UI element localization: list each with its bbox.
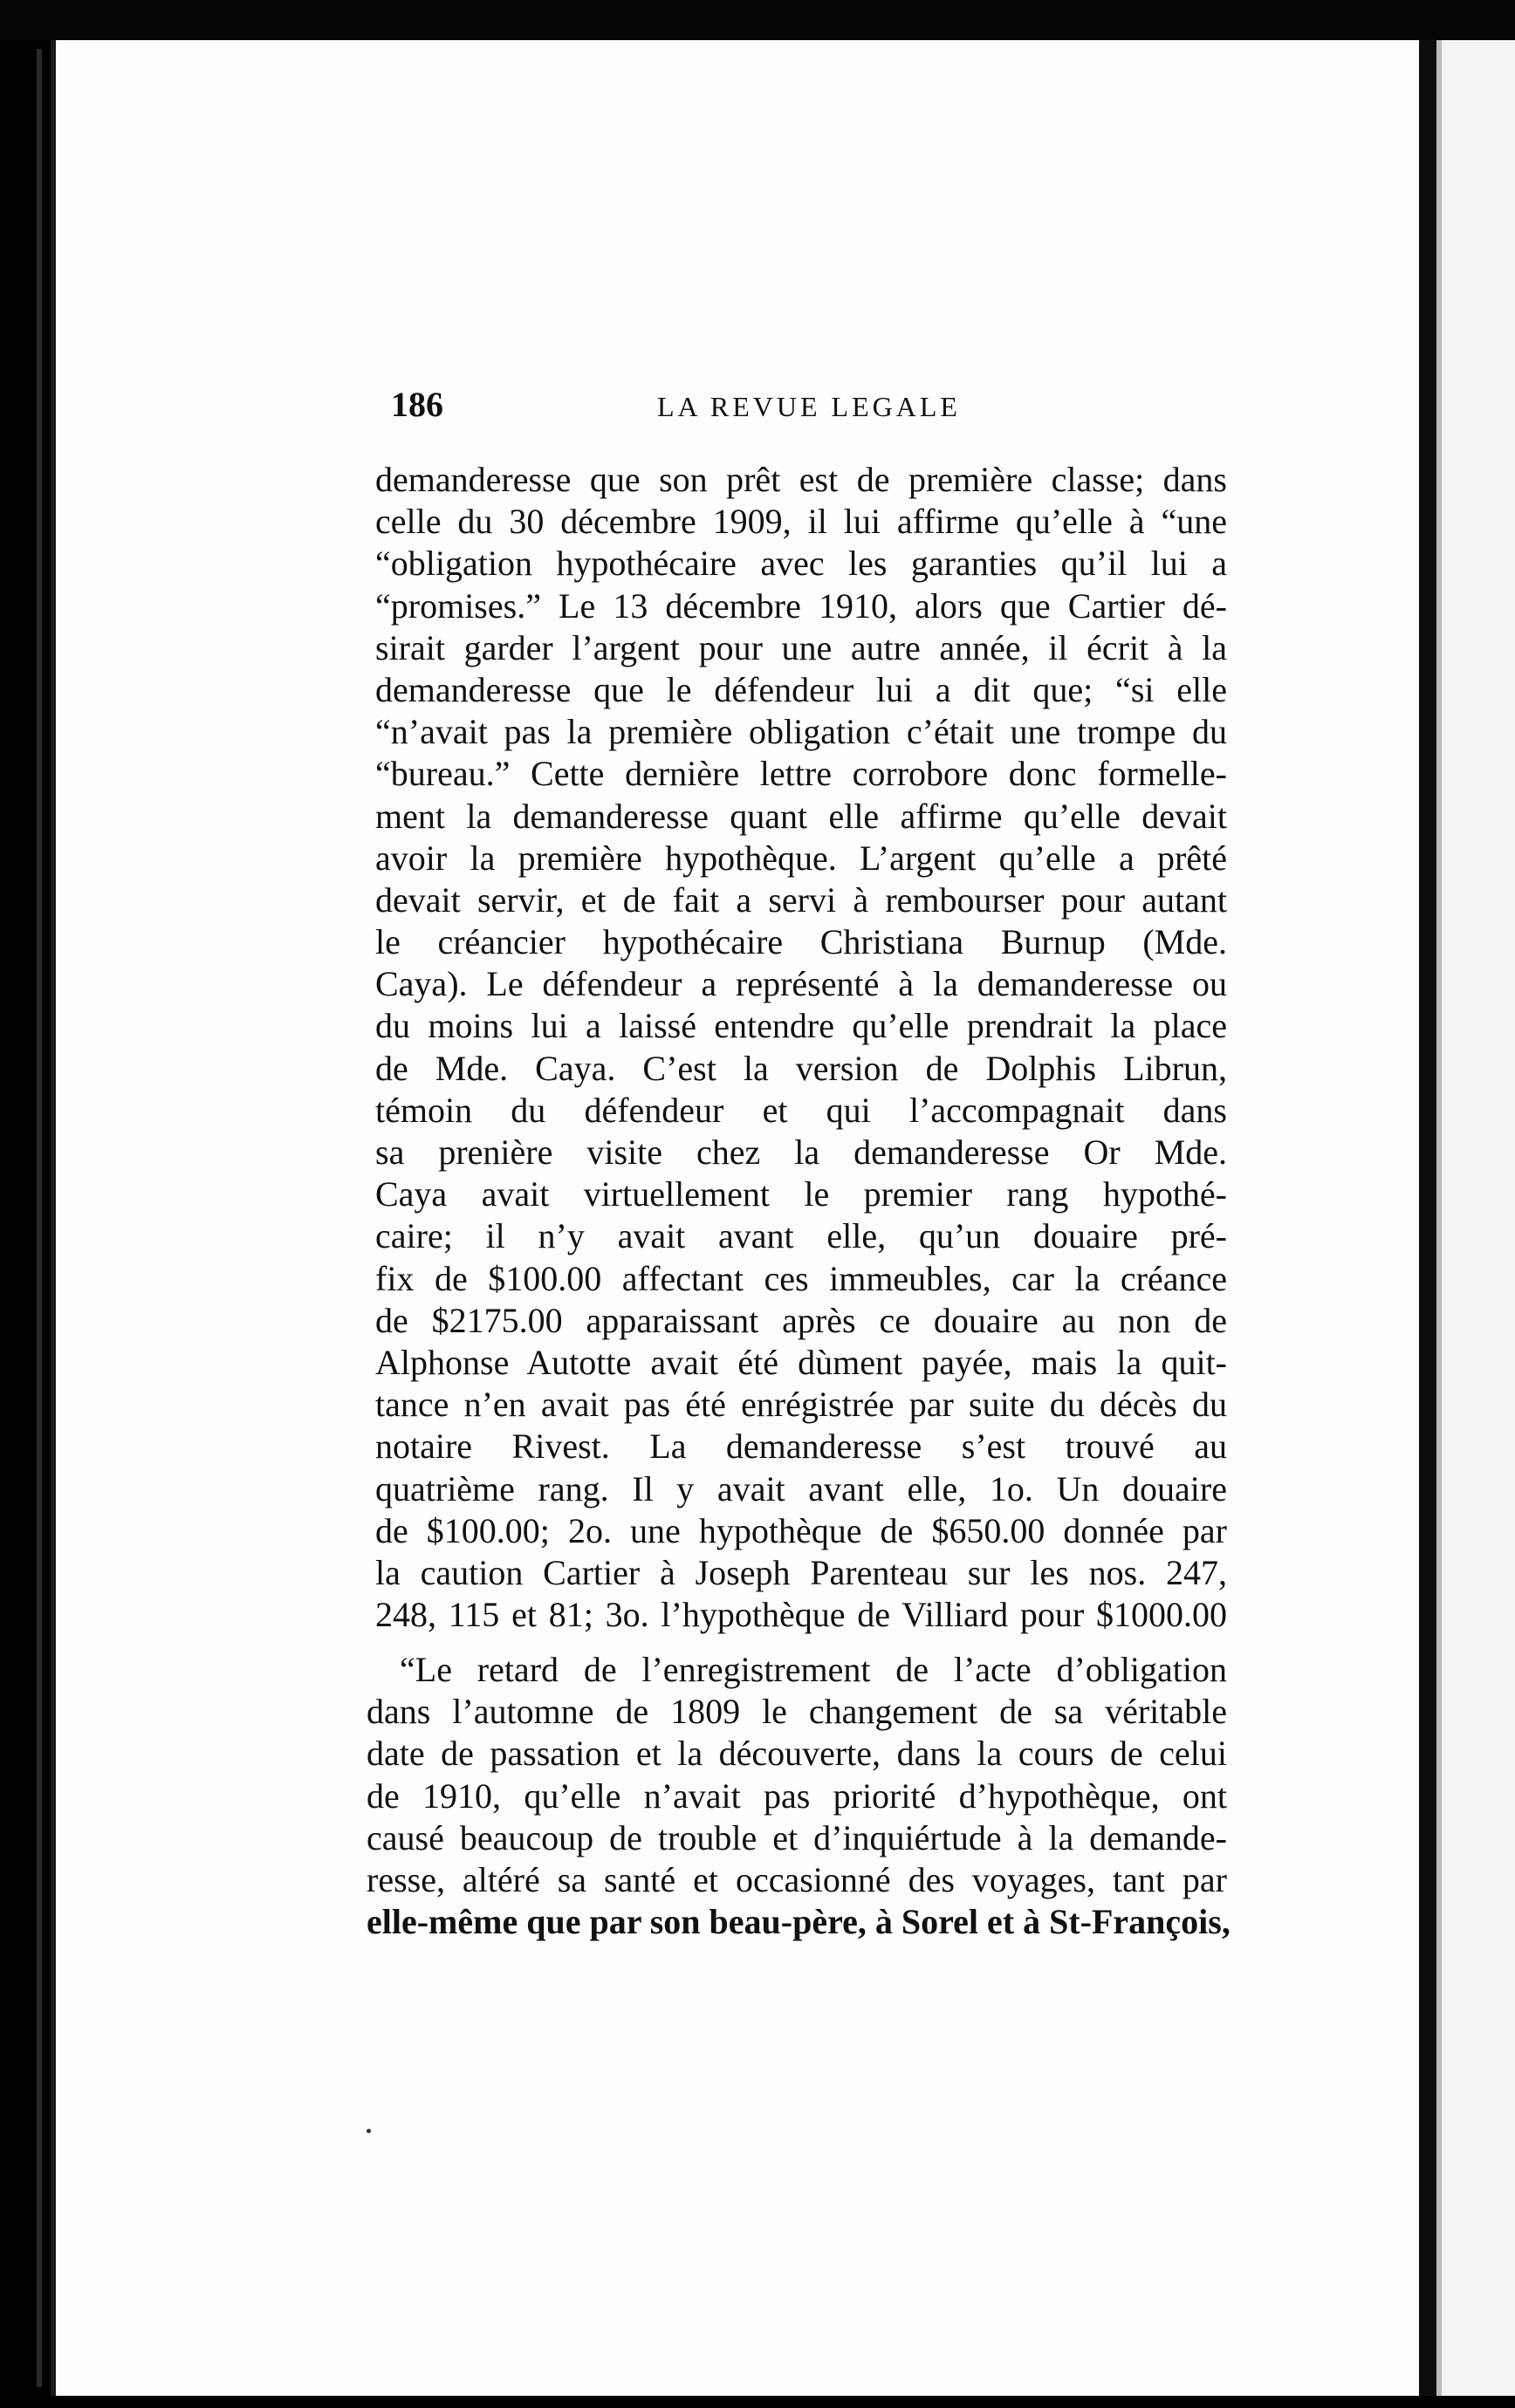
text-line: du moins lui a laissé entendre qu’elle prendrait la place: [375, 1006, 1227, 1046]
text-line: de 1910, qu’elle n’avait pas priorité d’hypothèque, ont: [367, 1775, 1227, 1816]
text-line: le créancier hypothécaire Christiana Burnup (Mde.: [375, 922, 1227, 962]
text-line: celle du 30 décembre 1909, il lui affirme qu’elle à “une: [375, 502, 1227, 542]
text-line: resse, altéré sa santé et occasionné des voyages, tant par: [367, 1859, 1227, 1899]
text-line: sa prenière visite chez la demanderesse Or Mde.: [375, 1132, 1227, 1172]
page-gutter: [1419, 40, 1436, 2396]
text-line: Caya). Le défendeur a représenté à la demanderesse ou: [375, 964, 1227, 1004]
adjacent-page-edge: [1436, 40, 1515, 2396]
text-line: devait servir, et de fait a servi à rembourser pour autant: [375, 879, 1227, 920]
text-line: Caya avait virtuellement le premier rang hypothé-: [375, 1174, 1227, 1214]
text-line: demanderesse que son prêt est de première classe; dans: [375, 460, 1227, 499]
text-line: date de passation et la découverte, dans la cours de celui: [367, 1734, 1227, 1774]
ink-speck: [367, 2129, 371, 2133]
text-line: “n’avait pas la première obligation c’était une trompe du: [375, 712, 1227, 752]
text-line: 248, 115 et 81; 3o. l’hypothèque de Villiard pour $1000.00: [375, 1595, 1227, 1635]
text-line: sirait garder l’argent pour une autre année, il écrit à la: [375, 627, 1227, 667]
scan-border-bottom: [0, 2396, 1515, 2408]
text-line: ment la demanderesse quant elle affirme qu’elle devait: [375, 796, 1227, 836]
text-line: “bureau.” Cette dernière lettre corrobore donc formelle-: [375, 754, 1227, 794]
page-number: 186: [391, 385, 443, 424]
text-line: “Le retard de l’enregistrement de l’acte d’obligation: [400, 1650, 1227, 1689]
scan-border-top: [0, 0, 1515, 40]
text-line: dans l’automne de 1809 le changement de sa véritable: [367, 1692, 1227, 1732]
text-line: de $100.00; 2o. une hypothèque de $650.00 donnée par: [375, 1510, 1227, 1550]
running-head: LA REVUE LEGALE: [657, 391, 961, 422]
text-line: causé beaucoup de trouble et d’inquiértude à la demande-: [367, 1817, 1227, 1857]
text-line: caire; il n’y avait avant elle, qu’un douaire pré-: [375, 1216, 1227, 1256]
text-line: témoin du défendeur et qui l’accompagnait dans: [375, 1090, 1227, 1130]
paragraph-2: [367, 1649, 1231, 1943]
page-binding-edge: [37, 49, 42, 2387]
text-line: demanderesse que le défendeur lui a dit que; “si elle: [375, 669, 1227, 709]
text-line: fix de $100.00 affectant ces immeubles, car la créance: [375, 1258, 1227, 1298]
text-line: tance n’en avait pas été enrégistrée par suite du décès du: [375, 1385, 1227, 1425]
text-line: quatrième rang. Il y avait avant elle, 1o. Un douaire: [375, 1468, 1227, 1508]
text-line: elle-même que par son beau-père, à Sorel et à St-François,: [367, 1902, 1231, 1942]
text-line: la caution Cartier à Joseph Parenteau sur les nos. 247,: [375, 1552, 1227, 1592]
text-line: avoir la première hypothèque. L’argent qu’elle a prêté: [375, 838, 1227, 878]
text-line: de Mde. Caya. C’est la version de Dolphis Librun,: [375, 1048, 1227, 1088]
paragraph-1: [375, 459, 1227, 1636]
text-line: “obligation hypothécaire avec les garanties qu’il lui a: [375, 544, 1227, 584]
text-line: notaire Rivest. La demanderesse s’est trouvé au: [375, 1426, 1227, 1467]
text-line: “promises.” Le 13 décembre 1910, alors que Cartier dé-: [375, 585, 1227, 626]
adjacent-page-shadow: [1436, 40, 1442, 2396]
text-line: Alphonse Autotte avait été dùment payée, mais la quit-: [375, 1342, 1227, 1382]
text-line: de $2175.00 apparaissant après ce douaire au non de: [375, 1300, 1227, 1340]
